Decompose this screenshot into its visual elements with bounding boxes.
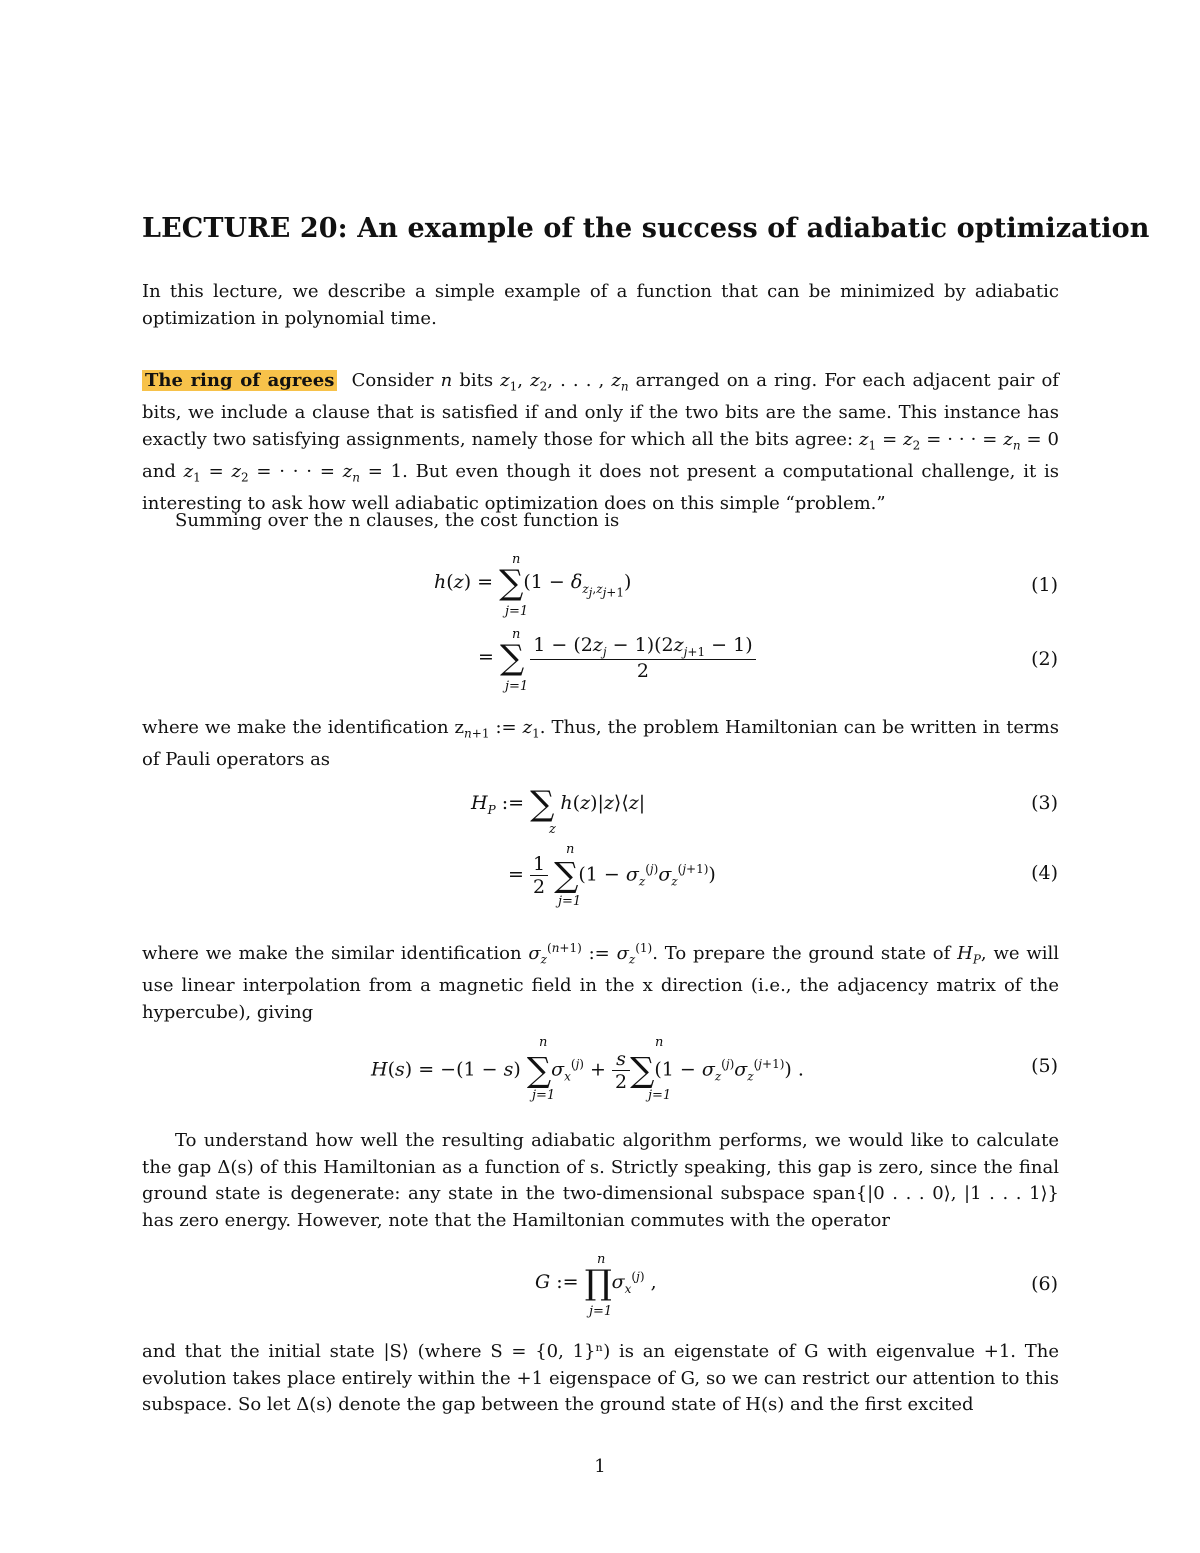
intro-paragraph: In this lecture, we describe a simple example of a function that can be minimized by adiabatic optimization in polynomial time.: [142, 281, 1059, 329]
page-number: 1: [594, 1456, 606, 1477]
limit: j=1: [505, 679, 529, 694]
paragraph-ring-of-agrees: The ring of agrees Consider n bits $z_1$, $z_2$, . . . , $z_n$ arranged on a ring. For each adjacent pair of bits, we include a clause that is satisfied if and only if the two bits are the same. This instance has exactly two satisfying assignments, namely those for which all the bits agree: $z_1 = z_2$ = · · · = $z_n = 0$ and $z_1 = z_2$ = · · · = $z_n = 1$. But even though it does not present a computational challenge, it is interesting to ask how well adiabatic optimization does on this simple “problem.”: [142, 370, 1059, 514]
equation-number-3: (3): [1031, 792, 1058, 814]
text: bits: [459, 370, 494, 391]
equation-2: = ∑ $\frac{1 - (2z_j - 1)(2z_{j+1} - 1)}{2}$: [478, 634, 756, 682]
limit: j=1: [589, 1304, 613, 1319]
text: Consider: [351, 370, 434, 391]
equation-number-4: (4): [1031, 862, 1058, 884]
paragraph-sum: Summing over the n clauses, the cost function is: [175, 510, 620, 531]
equation-6: G := $\prod\sigma_x^{(j)}$ ,: [535, 1263, 657, 1303]
equation-number-1: (1): [1031, 574, 1058, 596]
text: where we make the identification z: [142, 717, 465, 738]
limit: n: [655, 1035, 664, 1050]
paragraph-identification: where we make the identification $z_{n+1}$ := $z_1$. Thus, the problem Hamiltonian can be written in terms of Pauli operators as: [142, 717, 1059, 771]
limit: n: [539, 1035, 548, 1050]
text: arranged on a ring. For each adjacent pair of bits, we include a clause that is satisfied if and only if the two bits are the same. This instance has exactly two satisfying assignments, namely those for which all the bits agree:: [142, 370, 1059, 450]
limit: z: [549, 822, 556, 837]
limit: j=1: [648, 1088, 672, 1103]
text: , we will use linear interpolation from a magnetic field in the x direction (i.e., the adjacency matrix of the hypercube), giving: [142, 943, 1059, 1023]
text: Thus, the problem Hamiltonian can be written in terms of Pauli operators as: [142, 717, 1059, 771]
text: To prepare the ground state of: [664, 943, 951, 964]
paragraph-initial-state: and that the initial state |S⟩ (where S = {0, 1}ⁿ) is an eigenstate of G with eigenvalue +1. The evolution takes place entirely within the +1 eigenspace of G, so we can restrict our attention to this subspace. So let Δ(s) denote the gap between the ground state of H(s) and the first excited: [142, 1341, 1059, 1415]
equation-number-6: (6): [1031, 1273, 1058, 1295]
limit: n: [512, 552, 521, 567]
equation-3: $H_P$ := ∑ h(z)|z⟩⟨z|: [471, 784, 646, 824]
equation-number-2: (2): [1031, 648, 1058, 670]
section-heading: The ring of agrees: [142, 370, 337, 391]
paragraph-understand: To understand how well the resulting adiabatic algorithm performs, we would like to calculate the gap Δ(s) of this Hamiltonian as a function of s. Strictly speaking, this gap is zero, since the final ground state is degenerate: any state in the two-dimensional subspace span{|0 . . . 0⟩, |1 . . . 1⟩} has zero energy. However, note that the Hamiltonian commutes with the operator: [142, 1130, 1059, 1231]
page-title: LECTURE 20: An example of the success of adiabatic optimization: [142, 213, 1150, 244]
text: and: [142, 460, 176, 482]
text: where we make the similar identification: [142, 943, 522, 964]
limit: n: [566, 842, 575, 857]
equation-4: = $\frac{1}{2}$ $\sum(1 - \sigma_z^{(j)}\sigma_z^{(j+1)})$: [508, 853, 716, 898]
limit: j=1: [505, 604, 529, 619]
limit: j=1: [532, 1088, 556, 1103]
limit: n: [512, 627, 521, 642]
equation-5: H(s) = −(1 − s) $\sum\sigma_x^{(j)}$ + $\frac{s}{2}$ $\sum(1 - \sigma_z^{(j)}\sigma_z^{(j+1)})$ .: [371, 1048, 804, 1093]
limit: j=1: [558, 894, 582, 909]
text: . But even though it does not present a computational challenge, it is interesting to ask how well adiabatic optimization does on this simple “problem.”: [142, 460, 1059, 514]
equation-1: $h(z) = \sum(1 - \delta_{z_j,z_{j+1}})$: [434, 563, 632, 603]
equation-number-5: (5): [1031, 1055, 1058, 1077]
paragraph-similar: where we make the similar identification $\sigma_z^{(n+1)}$ := $\sigma_z^{(1)}$. To prepare the ground state of $H_P$, we will use linear interpolation from a magnetic field in the x direction (i.e., the adjacency matrix of the hypercube), giving: [142, 941, 1059, 1023]
limit: n: [597, 1252, 606, 1267]
